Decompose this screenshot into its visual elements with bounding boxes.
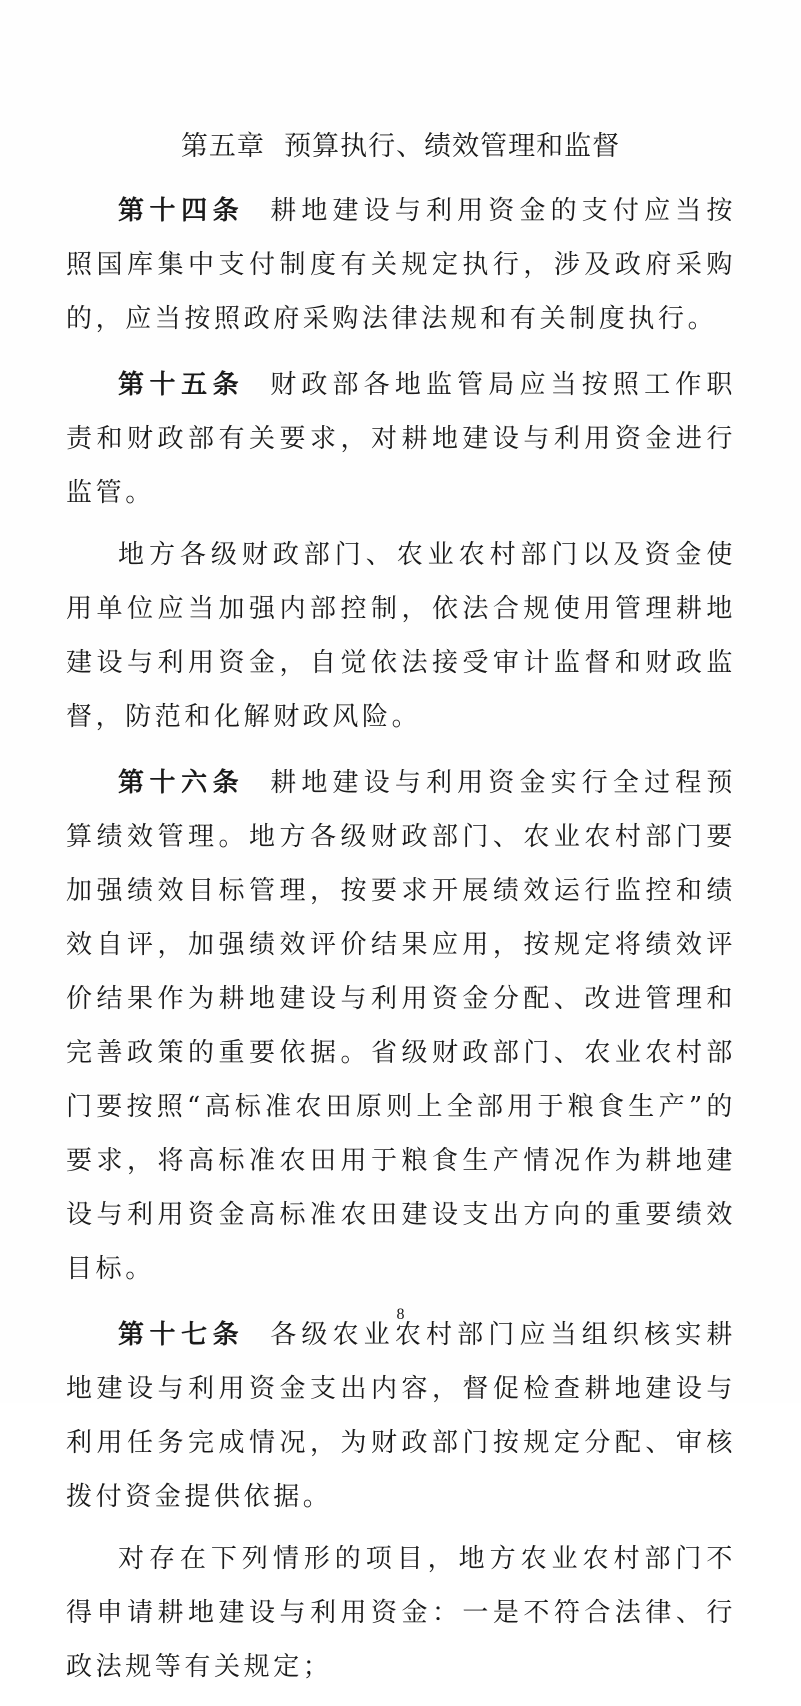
article-label: 第十五条 — [118, 370, 245, 400]
article-14-paragraph — [66, 184, 736, 346]
article-16-paragraph — [66, 756, 736, 1296]
chapter-title: 第五章 预算执行、绩效管理和监督 — [180, 131, 621, 162]
article-17-continuation-paragraph — [66, 1532, 736, 1694]
document-body — [66, 184, 736, 1706]
paragraph-text: 各级农业农村部门应当组织核实耕地建设与利用资金支出内容，督促检查耕地建设与利用任务完成情况，为财政部门按规定分配、审核拨付资金提供依据。 — [66, 1320, 736, 1512]
paragraph-text: 耕地建设与利用资金实行全过程预算绩效管理。地方各级财政部门、农业农村部门要加强绩效目标管理，按要求开展绩效运行监控和绩效自评，加强绩效评价结果应用，按规定将绩效评价结果作为耕地建设与利用资金分配、改进管理和完善政策的重要依据。省级财政部门、农业农村部门要按照“高标准农田原则上全部用于粮食生产”的要求，将高标准农田用于粮食生产情况作为耕地建设与利用资金高标准农田建设支出方向的重要绩效目标。 — [66, 768, 736, 1284]
paragraph-text: 地方各级财政部门、农业农村部门以及资金使用单位应当加强内部控制，依法合规使用管理耕地建设与利用资金，自觉依法接受审计监督和财政监督，防范和化解财政风险。 — [66, 540, 736, 732]
paragraph-text: 耕地建设与利用资金的支付应当按照国库集中支付制度有关规定执行，涉及政府采购的，应当按照政府采购法律法规和有关制度执行。 — [66, 196, 736, 334]
paragraph-text: 财政部各地监管局应当按照工作职责和财政部有关要求，对耕地建设与利用资金进行监管。 — [66, 370, 736, 508]
article-15-continuation-paragraph — [66, 528, 736, 744]
article-label: 第十七条 — [118, 1320, 245, 1350]
paragraph-text: 对存在下列情形的项目，地方农业农村部门不得申请耕地建设与利用资金：一是不符合法律、行政法规等有关规定； — [66, 1544, 736, 1682]
article-17-paragraph — [66, 1308, 736, 1524]
article-15-paragraph — [66, 358, 736, 520]
page-number: 8 — [396, 1306, 405, 1323]
article-label: 第十六条 — [118, 768, 245, 798]
article-label: 第十四条 — [118, 196, 245, 226]
